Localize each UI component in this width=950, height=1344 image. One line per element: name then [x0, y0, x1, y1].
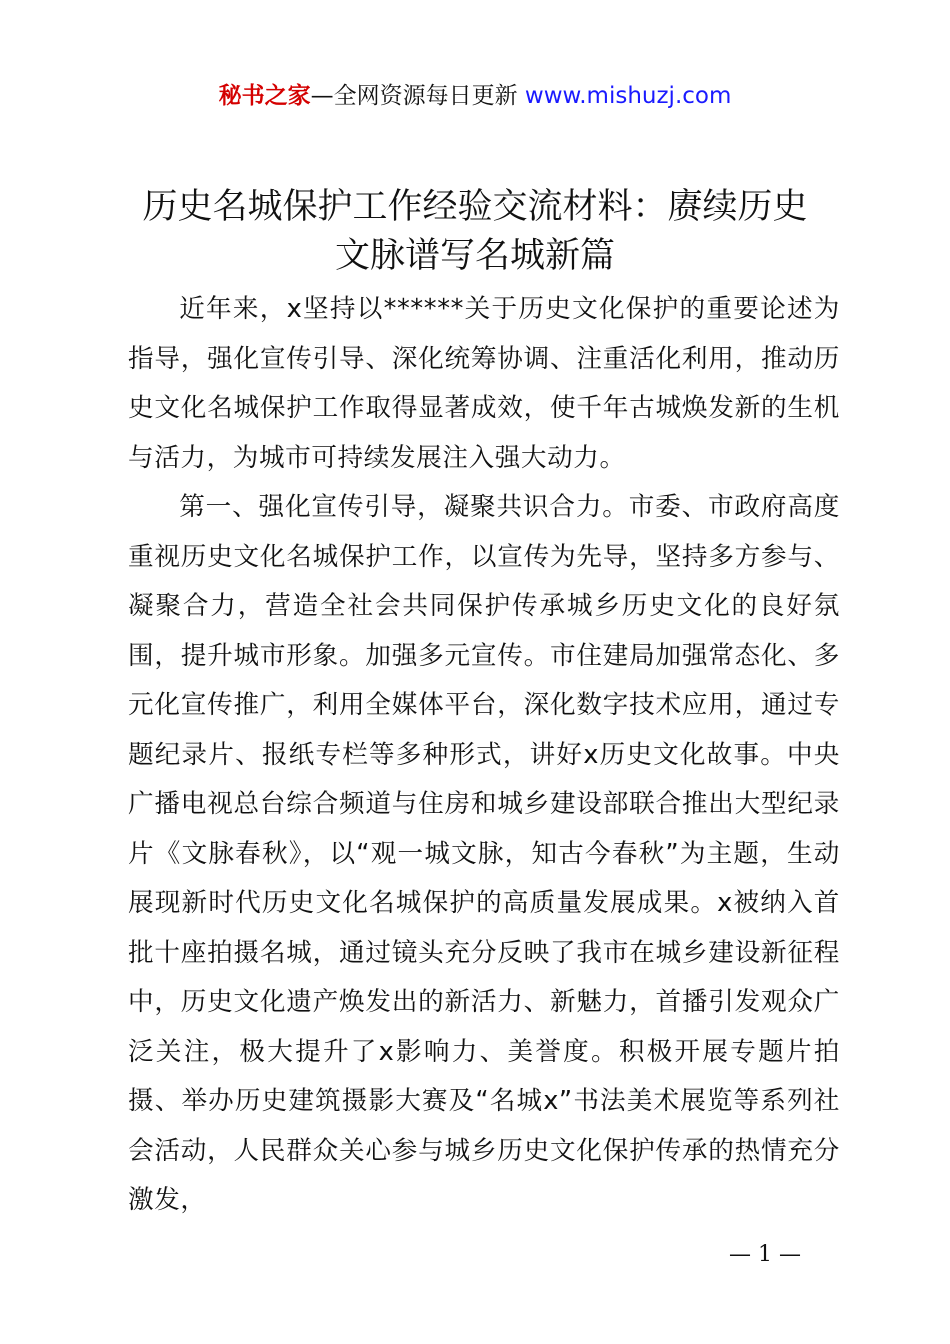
brand-name: 秘书之家 — [218, 83, 311, 109]
document-title — [100, 183, 850, 281]
document-body — [128, 285, 840, 1226]
page-number: — 1 — — [729, 1242, 801, 1267]
paragraph-section-1: 第一、强化宣传引导，凝聚共识合力。市委、市政府高度重视历史文化名城保护工作，以宣传为先导，坚持多方参与、凝聚合力，营造全社会共同保护传承城乡历史文化的良好氛围，提升城市形象。加强多元宣传。市住建局加强常态化、多元化宣传推广，利用全媒体平台，深化数字技术应用，通过专题纪录片、报纸专栏等多种形式，讲好x历史文化故事。中央广播电视总台综合频道与住房和城乡建设部联合推出大型纪录片《文脉春秋》，以“观一城文脉，知古今春秋”为主题，生动展现新时代历史文化名城保护的高质量发展成果。x被纳入首批十座拍摄名城，通过镜头充分反映了我市在城乡建设新征程中，历史文化遗产焕发出的新活力、新魅力，首播引发观众广泛关注，极大提升了x影响力、美誉度。积极开展专题片拍摄、举办历史建筑摄影大赛及“名城x”书法美术展览等系列社会活动，人民群众关心参与城乡历史文化保护传承的热情充分激发， — [128, 492, 840, 1215]
site-header — [0, 80, 950, 112]
title-line-1: 历史名城保护工作经验交流材料：赓续历史 — [142, 187, 808, 227]
title-line-2: 文脉谱写名城新篇 — [334, 236, 615, 276]
paragraph-intro: 近年来，x坚持以******关于历史文化保护的重要论述为指导，强化宣传引导、深化统筹协调、注重活化利用，推动历史文化名城保护工作取得显著成效，使千年古城焕发新的生机与活力，为城市可持续发展注入强大动力。 — [128, 294, 840, 473]
header-tagline: —全网资源每日更新 — [310, 83, 518, 109]
site-url-link[interactable]: www.mishuzj.com — [524, 83, 732, 109]
